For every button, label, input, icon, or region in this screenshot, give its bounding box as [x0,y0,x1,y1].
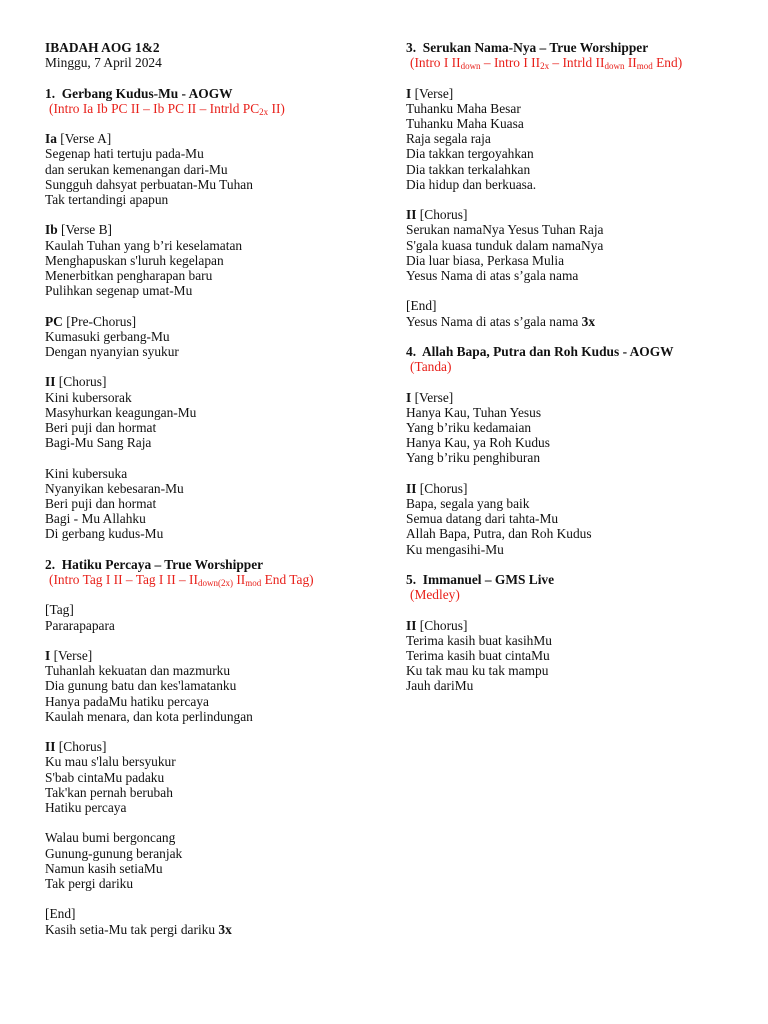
order-text: (Intro Ia Ib PC II – Ib PC II – Intrld PC [49,100,260,116]
lyric-line: Dia hidup dan berkuasa. [406,176,537,192]
order-subscript: down [604,61,625,72]
lyric-line: Namun kasih setiaMu [45,860,163,876]
lyric-line: Dengan nyanyian syukur [45,344,179,359]
song-number: 3. [406,40,417,55]
lyric-line: Beri puji dan hormat [45,420,157,435]
song-name: Allah Bapa, Putra dan Roh Kudus - AOGW [422,344,674,359]
section-header [45,602,385,617]
lyric-line: Jauh dariMu [406,678,474,694]
left-column [45,40,385,937]
lyric-line: Semua datang dari tahta-Mu [406,511,559,527]
section-tag: I [406,85,412,101]
section-header [406,618,756,633]
lyric-line: Di gerbang kudus-Mu [45,526,164,542]
lyric-line: Masyhurkan keagungan-Mu [45,404,197,420]
lyric-line: Hatiku percaya [45,800,127,815]
song-name: Hatiku Percaya – True Worshipper [61,556,264,572]
song-number: 1. [45,85,56,101]
lyric-line: Tak tertandingi apapun [45,192,169,207]
section-header [45,739,385,754]
section-label: [Chorus] [58,374,107,390]
section-header [45,314,385,329]
order-text: End Tag) [261,572,314,587]
lyric-line: Yang b’riku kedamaian [406,420,532,435]
section-label: [Chorus] [419,617,468,633]
song-number: 5. [406,572,417,587]
section-tag: I [406,389,412,405]
lyric-line: Kaulah Tuhan yang b’ri keselamatan [45,237,243,253]
section-label: [Verse B] [61,222,112,238]
repeat-count: 3x [218,921,232,937]
lyric-line: Menghapuskan s'luruh kegelapan [45,252,224,268]
section-label: [Tag] [45,602,74,618]
lyric-line: Bapa, segala yang baik [406,496,530,511]
song-section [45,602,385,632]
section-header [406,86,756,101]
section-tag: I [45,647,51,663]
lyric-line: Kaulah menara, dan kota perlindungan [45,708,253,724]
lyric-line: Tak pergi dariku [45,876,134,891]
section-label: [End] [45,906,76,922]
section-label: [Verse] [414,389,454,405]
order-subscript: down(2x) [197,578,233,588]
lyric-line: Yesus Nama di atas s’gala nama [406,268,579,284]
song-section [45,739,385,815]
section-tag: II [406,207,417,223]
song-section [45,131,385,207]
song-block [45,86,385,542]
lyric-line: Dia gunung batu dan kes'lamatanku [45,678,237,694]
end-lyric: Yesus Nama di atas s’gala nama [406,313,582,329]
song-block [406,344,756,557]
song-section [406,618,756,694]
lyric-line: Nyanyikan kebesaran-Mu [45,480,184,496]
section-tag: II [45,739,56,755]
lyric-line: Ku tak mau ku tak mampu [406,663,549,679]
lyric-line: Bagi - Mu Allahku [45,511,146,527]
section-tag: PC [45,313,63,329]
song-title [406,40,756,55]
lyric-line: Dia takkan tergoyahkan [406,146,534,162]
lyric-line: Segenap hati tertuju pada-Mu [45,146,204,162]
order-text: II [624,55,637,71]
song-name: Immanuel – GMS Live [422,572,555,587]
lyric-line: Terima kasih buat cintaMu [406,648,550,663]
section-label: [Verse] [53,647,93,663]
lyric-line: Sungguh dahsyat perbuatan-Mu Tuhan [45,176,253,192]
lyric-line: Menerbitkan pengharapan baru [45,268,213,283]
order-text: II [232,572,246,587]
lyric-line: Dia luar biasa, Perkasa Mulia [406,252,565,268]
section-tag: II [406,617,417,633]
lyric-line [406,314,756,329]
song-section [45,830,385,891]
lyric-line: Hanya Kau, ya Roh Kudus [406,435,550,451]
song-title [45,557,385,572]
song-section [406,298,756,328]
lyric-line: Pulihkan segenap umat-Mu [45,283,193,299]
order-text: (Tanda) [410,359,452,375]
repeat-count: 3x [581,313,596,329]
order-text: (Intro Tag I II – Tag I II – II [49,572,198,587]
section-label: [Chorus] [58,739,107,755]
song-section [406,86,756,192]
section-tag: II [406,480,417,496]
song-section [45,466,385,542]
lyric-line: Raja segala raja [406,131,491,147]
song-title [406,572,756,587]
section-label: [Chorus] [419,207,468,223]
song-section [406,207,756,283]
lyric-line: Ku mau s'lalu bersyukur [45,754,176,770]
section-header [45,906,385,921]
song-order [45,101,385,116]
song-name: Gerbang Kudus-Mu - AOGW [61,85,233,101]
section-header [406,298,756,313]
order-subscript: mod [636,61,653,72]
song-order [406,587,756,602]
song-number: 2. [45,556,56,572]
lyric-line: Pararapapara [45,617,115,633]
order-text: (Intro I II [410,55,461,71]
lyric-line: Gunung-gunung beranjak [45,845,183,861]
lyric-line: Beri puji dan hormat [45,496,157,511]
section-header [406,390,756,405]
lyric-line: Bagi-Mu Sang Raja [45,435,152,451]
section-header [406,481,756,496]
right-column [406,40,756,694]
order-text: – Intro I II [480,55,541,71]
lyric-line: Walau bumi bergoncang [45,830,176,846]
lyric-line: S'bab cintaMu padaku [45,769,165,785]
section-header [406,207,756,222]
section-header [45,374,385,389]
lyric-line: Tuhanku Maha Besar [406,100,521,116]
lyric-line: Tuhanlah kekuatan dan mazmurku [45,663,231,679]
service-date: Minggu, 7 April 2024 [45,55,162,71]
order-text: End) [652,55,683,71]
section-header [45,222,385,237]
song-order [406,359,756,374]
song-section [45,314,385,360]
lyric-line: Hanya padaMu hatiku percaya [45,693,209,709]
section-label: [Pre-Chorus] [66,313,137,329]
song-section [406,481,756,557]
section-label: [Verse] [414,85,454,101]
lyric-line: Tak'kan pernah berubah [45,784,173,800]
section-header [45,131,385,146]
lyric-line: Terima kasih buat kasihMu [406,632,552,648]
song-order [406,55,756,70]
lyric-line: Hanya Kau, Tuhan Yesus [406,404,542,420]
section-header [45,648,385,663]
lyric-line: Kini kubersorak [45,389,132,405]
lyric-line [45,922,385,937]
lyric-line: dan serukan kemenangan dari-Mu [45,161,228,177]
order-text: II) [268,100,285,116]
lyric-line: S'gala kuasa tunduk dalam namaNya [406,237,604,253]
song-number: 4. [406,344,417,359]
lyric-line: Allah Bapa, Putra, dan Roh Kudus [406,526,592,542]
lyric-line: Ku mengasihi-Mu [406,541,504,557]
song-section [406,390,756,466]
lyric-line: Kumasuki gerbang-Mu [45,328,170,344]
song-order [45,572,385,587]
service-title: IBADAH AOG 1&2 [45,40,160,55]
end-lyric: Kasih setia-Mu tak pergi dariku [45,921,219,937]
lyric-line: Yang b’riku penghiburan [406,450,541,466]
section-tag: II [45,374,56,390]
order-text: – Intrld II [549,55,605,71]
order-subscript: 2x [259,106,269,117]
song-title [406,344,756,359]
order-subscript: down [460,61,481,72]
song-title [45,86,385,101]
song-section [45,222,385,298]
song-section [45,906,385,936]
section-tag: Ia [45,131,57,147]
section-label: [Verse A] [60,131,112,147]
lyric-line: Dia takkan terkalahkan [406,161,531,177]
song-block [406,40,756,329]
section-tag: Ib [45,222,58,238]
song-section [45,648,385,724]
song-name: Serukan Nama-Nya – True Worshipper [422,40,649,55]
song-section [45,374,385,450]
order-text: (Medley) [410,587,460,603]
song-block [406,572,756,694]
section-label: [Chorus] [419,480,468,496]
section-label: [End] [406,298,437,314]
order-subscript: 2x [540,61,550,72]
song-block [45,557,385,937]
order-subscript: mod [245,578,262,588]
lyric-line: Kini kubersuka [45,465,128,481]
lyric-line: Tuhanku Maha Kuasa [406,116,524,131]
lyric-line: Serukan namaNya Yesus Tuhan Raja [406,222,604,238]
